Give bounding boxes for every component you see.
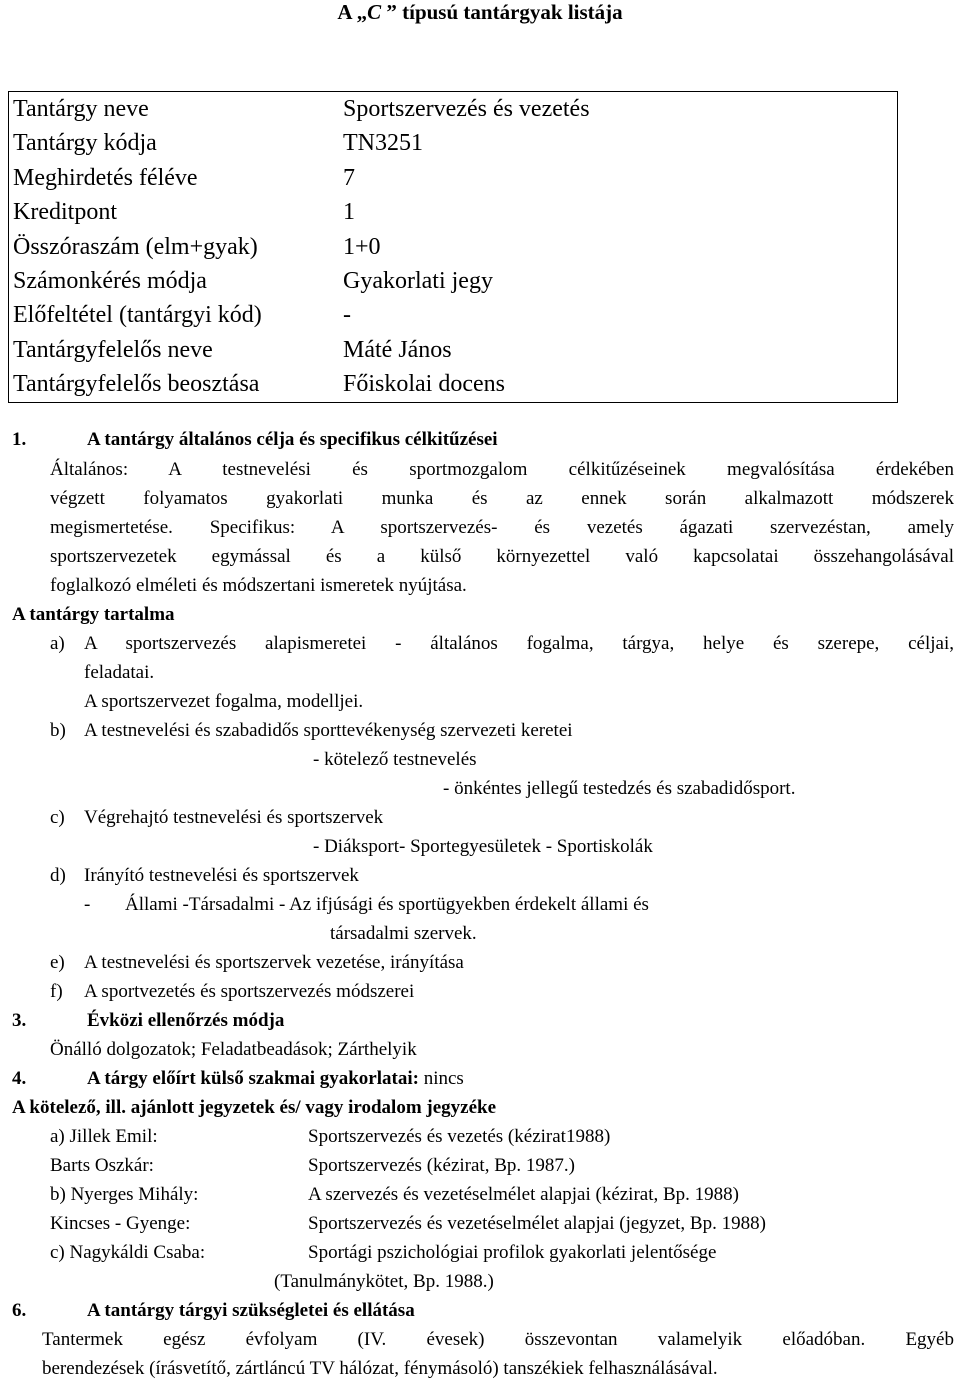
content-heading: A tantárgy tartalma (12, 604, 175, 625)
info-row (9, 230, 898, 264)
content-a-label: a) (50, 633, 65, 654)
section-1-line: sportszervezetek egymással és a külső környezettel való kapcsolatai összehangolásával (50, 546, 954, 567)
info-key: Meghirdetés féléve (13, 164, 198, 191)
info-row (9, 92, 898, 127)
info-row (9, 126, 898, 160)
info-key: Tantárgyfelelős neve (13, 336, 213, 363)
literature-author: Barts Oszkár: (50, 1155, 154, 1176)
section-1-heading: A tantárgy általános célja és specifikus célkitűzései (87, 429, 498, 450)
content-d-dash: - (84, 894, 91, 915)
info-value: 7 (343, 164, 355, 191)
section-1-line: foglalkozó elméleti és módszertani ismeretek nyújtása. (50, 575, 467, 596)
content-d-sub2: társadalmi szervek. (330, 923, 477, 944)
info-key: Számonkérés módja (13, 268, 207, 295)
title-letter: C (367, 0, 382, 24)
content-d-label: d) (50, 865, 66, 886)
content-f-label: f) (50, 981, 63, 1002)
literature-author: b) Nyerges Mihály: (50, 1184, 199, 1205)
info-value: Főiskolai docens (343, 371, 505, 398)
content-c-label: c) (50, 807, 65, 828)
content-e-line1: A testnevelési és sportszervek vezetése, irányítása (84, 952, 464, 973)
page-title (0, 0, 960, 24)
info-value: Máté János (343, 336, 452, 363)
info-key: Kreditpont (13, 199, 117, 226)
content-c-sub1: - Diáksport- Sportegyesületek - Sportiskolák (313, 836, 653, 857)
info-key: Tantárgyfelelős beosztása (13, 371, 260, 398)
literature-author: c) Nagykáldi Csaba: (50, 1242, 206, 1263)
section-1-number: 1. (12, 429, 27, 450)
info-row (9, 367, 898, 402)
course-info-table (8, 91, 898, 403)
section-1-line: végzett folyamatos gyakorlati munka és az ennek során alkalmazott módszerek (50, 488, 954, 509)
info-key: Összóraszám (elm+gyak) (13, 233, 258, 260)
info-key: Előfeltétel (tantárgyi kód) (13, 302, 262, 329)
title-suffix: ” típusú tantárgyak listája (381, 0, 623, 24)
section-3-text: Önálló dolgozatok; Feladatbeadások; Zárthelyik (50, 1039, 417, 1060)
content-b-sub2: - önkéntes jellegű testedzés és szabadidősport. (443, 778, 796, 799)
content-b-sub1: - kötelező testnevelés (313, 749, 477, 770)
info-row (9, 298, 898, 332)
content-a-line2: feladatai. (84, 662, 155, 683)
content-b-label: b) (50, 720, 66, 741)
content-a-line1: A sportszervezés alapismeretei - általános fogalma, tárgya, helye és szerepe, céljai, (84, 633, 954, 654)
info-row (9, 264, 898, 298)
section-3-heading: Évközi ellenőrzés módja (87, 1010, 285, 1031)
content-c-line1: Végrehajtó testnevelési és sportszervek (84, 807, 384, 828)
section-1-line: Általános: A testnevelési és sportmozgalom célkitűzéseinek megvalósítása érdekében (50, 459, 954, 480)
info-key: Tantárgy neve (13, 96, 149, 122)
section-6-line1: Tantermek egész évfolyam (IV. évesek) összevontan valamelyik előadóban. Egyéb (42, 1329, 954, 1350)
literature-author: a) Jillek Emil: (50, 1126, 158, 1147)
content-a-line3: A sportszervezet fogalma, modelljei. (84, 691, 364, 712)
section-1-line: megismertetése. Specifikus: A sportszervezés- és vezetés ágazati szervezéstan, amely (50, 517, 954, 538)
literature-title: Sportszervezés és vezetéselmélet alapjai (jegyzet, Bp. 1988) (308, 1213, 766, 1234)
info-value: - (343, 302, 351, 329)
info-row (9, 161, 898, 195)
content-d-sub1: Állami -Társadalmi - Az ifjúsági és sportügyekben érdekelt állami és (125, 894, 649, 915)
section-6-heading: A tantárgy tárgyi szükségletei és ellátása (87, 1300, 415, 1321)
literature-author: Kincses - Gyenge: (50, 1213, 191, 1234)
content-f-line1: A sportvezetés és sportszervezés módszerei (84, 981, 415, 1002)
section-4-line (87, 1064, 464, 1093)
literature-title: Sportszervezés és vezetés (kézirat1988) (308, 1126, 611, 1147)
literature-title: A szervezés és vezetéselmélet alapjai (kézirat, Bp. 1988) (308, 1184, 739, 1205)
literature-title: Sportági pszichológiai profilok gyakorlati jelentősége (308, 1242, 717, 1263)
info-value: 1+0 (343, 233, 381, 260)
section-4-heading: A tárgy előírt külső szakmai gyakorlatai: (87, 1068, 419, 1089)
info-row (9, 195, 898, 229)
section-6-line2: berendezések (írásvetítő, zártláncú TV hálózat, fénymásoló) tanszékiek felhasználásával. (42, 1358, 718, 1379)
section-4-number: 4. (12, 1068, 27, 1089)
title-prefix: A „ (337, 0, 368, 24)
info-value: Sportszervezés és vezetés (343, 96, 590, 122)
section-3-number: 3. (12, 1010, 27, 1031)
section-6-number: 6. (12, 1300, 27, 1321)
content-d-line1: Irányító testnevelési és sportszervek (84, 865, 359, 886)
literature-continuation: (Tanulmánykötet, Bp. 1988.) (274, 1271, 494, 1292)
section-4-value: nincs (423, 1068, 464, 1089)
info-value: Gyakorlati jegy (343, 268, 493, 295)
info-key: Tantárgy kódja (13, 130, 157, 157)
info-value: TN3251 (343, 130, 423, 157)
literature-heading: A kötelező, ill. ajánlott jegyzetek és/ vagy irodalom jegyzéke (12, 1097, 497, 1118)
info-row (9, 333, 898, 367)
literature-title: Sportszervezés (kézirat, Bp. 1987.) (308, 1155, 575, 1176)
info-value: 1 (343, 199, 355, 226)
content-e-label: e) (50, 952, 65, 973)
content-b-line1: A testnevelési és szabadidős sporttevékenység szervezeti keretei (84, 720, 573, 741)
